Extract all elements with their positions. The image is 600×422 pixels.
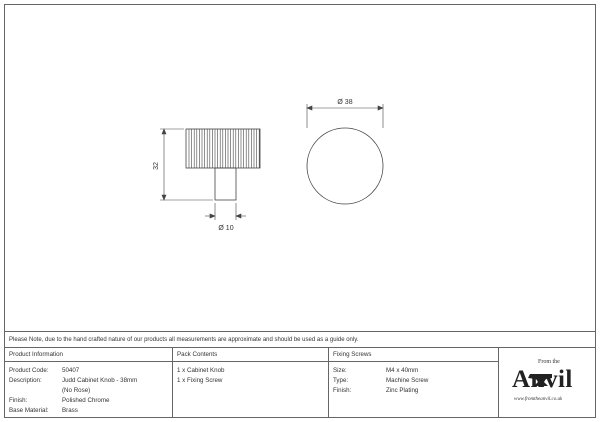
product-information-panel: [5, 348, 173, 418]
product-info-label: Product Code:: [9, 367, 49, 374]
product-info-label: Description:: [9, 377, 42, 384]
fixing-screw-label: Type:: [333, 377, 349, 384]
product-info-value: 50407: [62, 367, 80, 374]
product-info-row: [9, 406, 172, 416]
knob-front-view: [307, 128, 383, 204]
fixing-screw-value: Zinc Plating: [386, 387, 419, 394]
logo-brand-text: Anvil: [512, 366, 573, 393]
diameter-label: Ø 38: [337, 99, 353, 106]
height-dimension: [160, 129, 213, 200]
knurl-lines: [189, 129, 259, 168]
height-arrow-top: [162, 129, 166, 134]
fixing-screw-row: [333, 376, 498, 386]
from-the-anvil-logo: [500, 348, 595, 418]
spindle-label: Ø 10: [218, 225, 234, 232]
height-arrow-bottom: [162, 195, 166, 200]
product-info-value: (No Rose): [62, 387, 91, 394]
fixing-screw-value: M4 x 40mm: [386, 367, 419, 374]
product-info-row: [9, 396, 172, 406]
spindle-dimension: [205, 203, 246, 220]
product-information-title: Product Information: [5, 348, 172, 362]
product-info-row: [9, 366, 172, 376]
height-label: 32: [153, 162, 160, 170]
product-info-value: Brass: [62, 407, 78, 414]
pack-contents-title: Pack Contents: [173, 348, 328, 362]
pack-contents-list: [173, 362, 328, 386]
product-info-label: Base Material:: [9, 407, 49, 414]
fixing-screws-title: Fixing Screws: [329, 348, 498, 362]
product-info-label: Finish:: [9, 397, 28, 404]
pack-contents-panel: [173, 348, 329, 418]
fixing-screws-panel: [329, 348, 499, 418]
diameter-dimension: [307, 104, 383, 128]
product-info-label: [9, 386, 62, 396]
fixing-screw-label: Size:: [333, 367, 347, 374]
spindle-arrow-left: [210, 214, 215, 218]
measurement-note: Please Note, due to the hand crafted nature of our products all measurements are approximate and should be used as a guide only.: [5, 331, 595, 348]
product-info-value: Judd Cabinet Knob - 38mm: [62, 377, 138, 384]
knob-side-view: [186, 129, 260, 200]
fixing-screw-label: Finish:: [333, 387, 352, 394]
diameter-arrow-right: [378, 106, 383, 110]
spindle-arrow-right: [236, 214, 241, 218]
pack-contents-item: 1 x Cabinet Knob: [177, 367, 225, 374]
product-info-value: Polished Chrome: [62, 397, 110, 404]
fixing-screw-value: Machine Screw: [386, 377, 429, 384]
diameter-arrow-left: [307, 106, 312, 110]
fixing-screw-row: [333, 366, 498, 376]
fixing-screws-rows: [329, 362, 498, 396]
knob-spindle-outline: [215, 168, 236, 200]
pack-contents-item: 1 x Fixing Screw: [177, 377, 223, 384]
product-info-row: [9, 386, 172, 396]
logo-website-text: www.fromtheanvil.co.uk: [514, 397, 563, 402]
product-info-row: [9, 376, 172, 386]
product-information-rows: [5, 362, 172, 416]
logo-from-text: From the: [538, 359, 560, 365]
fixing-screw-row: [333, 386, 498, 396]
